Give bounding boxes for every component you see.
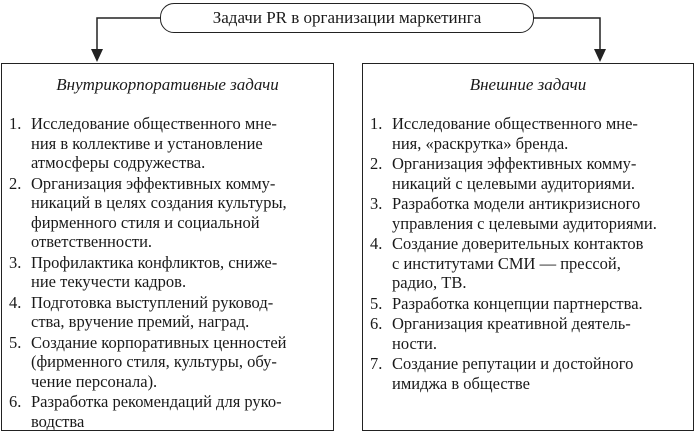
list-item: 5. Создание корпоративных ценностей (фирменного стиля, культуры, обу- чение персонала). bbox=[9, 332, 287, 391]
external-tasks-list bbox=[370, 114, 685, 394]
arrowhead-internal bbox=[91, 49, 103, 62]
list-item: 4. Создание доверительных контактов с институтами СМИ — прессой, радио, ТВ. bbox=[370, 234, 644, 292]
list-item: 7. Создание репутации и достойного имиджа в обществе bbox=[370, 354, 634, 393]
root-task-box bbox=[160, 3, 534, 33]
internal-tasks-list bbox=[9, 114, 325, 432]
list-item: 1. Исследование общественного мне- ния в коллективе и установление атмосферы содружества. bbox=[9, 114, 277, 172]
list-item: 5. Разработка концепции партнерства. bbox=[370, 293, 643, 313]
external-tasks-panel bbox=[362, 63, 694, 431]
internal-tasks-title: Внутрикорпоративные задачи bbox=[56, 75, 279, 94]
arrow-to-external bbox=[534, 18, 600, 60]
list-item: 3. Профилактика конфликтов, сниже- ние текучести кадров. bbox=[9, 252, 278, 291]
arrowhead-external bbox=[594, 49, 606, 62]
arrow-to-internal bbox=[97, 18, 160, 60]
list-item: 6. Организация креативной деятель- ности. bbox=[370, 314, 631, 353]
root-task-title: Задачи PR в организации маркетинга bbox=[212, 8, 482, 27]
list-item: 6. Разработка рекомендаций для руко- водства bbox=[9, 392, 282, 431]
internal-tasks-panel bbox=[1, 63, 334, 431]
list-item: 2. Организация эффективных комму- никаций с целевыми аудиториями. bbox=[370, 154, 637, 193]
list-item: 3. Разработка модели антикризисного управления с целевыми аудиториями. bbox=[370, 194, 657, 233]
list-item: 4. Подготовка выступлений руковод- ства, вручение премий, наград. bbox=[9, 292, 274, 331]
external-tasks-title: Внешние задачи bbox=[469, 75, 587, 94]
list-item: 1. Исследование общественного мне- ния, «раскрутка» бренда. bbox=[370, 114, 638, 153]
list-item: 2. Организация эффективных комму- никаций в целях создания культуры, фирменного стиля и социальной ответственности. bbox=[9, 173, 287, 251]
